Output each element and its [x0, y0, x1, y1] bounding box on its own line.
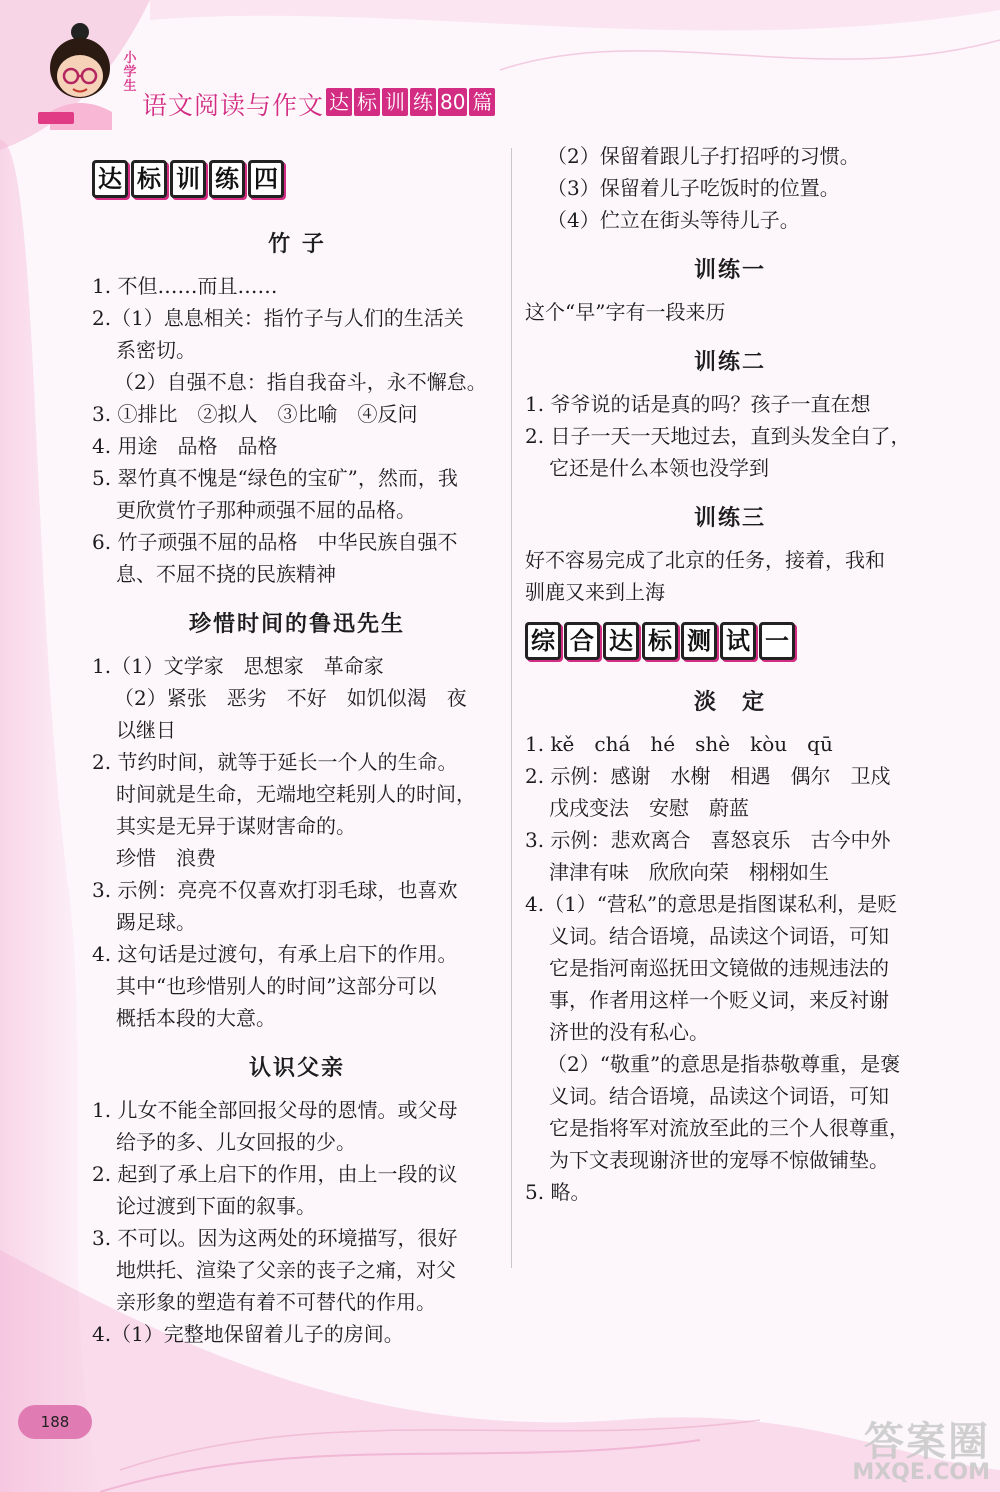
answer-line: 4. 用途 品格 品格	[92, 434, 278, 458]
answer-line: 3. 不可以。因为这两处的环境描写，很好	[92, 1226, 458, 1250]
answer-line: （2）“敬重”的意思是指恭敬尊重，是褒	[547, 1052, 901, 1076]
answer-line: 1. 儿女不能全部回报父母的恩情。或父母	[92, 1098, 458, 1122]
watermark	[852, 1419, 990, 1485]
section-badge-training-4	[92, 160, 502, 198]
answer-line: （2）自强不息：指自我奋斗，永不懈怠。	[114, 370, 487, 394]
answer-line: 2.（1）息息相关：指竹子与人们的生活关	[92, 306, 464, 330]
section-title-training-2: 训练二	[693, 349, 766, 375]
answer-line: 事，作者用这样一个贬义词，来反衬谢	[549, 988, 889, 1012]
answer-line: 地烘托、渲染了父亲的丧子之痛，对父	[116, 1258, 456, 1282]
badge-char: 合	[564, 622, 600, 660]
answer-line: 息、不屈不挠的民族精神	[116, 562, 336, 586]
answer-line: 2. 节约时间，就等于延长一个人的生命。	[92, 750, 458, 774]
page-number: 188	[18, 1405, 92, 1439]
title-box: 标	[354, 88, 380, 116]
title-box: 训	[382, 88, 408, 116]
answer-line: 给予的多、儿女回报的少。	[116, 1130, 356, 1154]
page-header	[0, 0, 1000, 150]
answer-line: 1. 不但……而且……	[92, 274, 278, 298]
answer-line: 好不容易完成了北京的任务，接着，我和	[525, 548, 885, 572]
watermark-url: MXQE.COM	[852, 1460, 990, 1485]
answer-line: 亲形象的塑造有着不可替代的作用。	[116, 1290, 436, 1314]
answer-line: 2. 起到了承上启下的作用，由上一段的议	[92, 1162, 458, 1186]
left-column	[92, 140, 502, 1350]
badge-char: 达	[92, 160, 128, 198]
badge-char: 综	[525, 622, 561, 660]
answer-line: 2. 示例：感谢 水榭 相遇 偶尔 卫戍	[525, 764, 891, 788]
answer-line: 5. 略。	[525, 1180, 591, 1204]
badge-char: 四	[248, 160, 284, 198]
badge-char: 训	[170, 160, 206, 198]
answer-line: 驯鹿又来到上海	[525, 580, 665, 604]
answer-line: 戊戌变法 安慰 蔚蓝	[549, 796, 749, 820]
section-title-dan-ding: 淡 定	[693, 689, 766, 715]
answer-line: 珍惜 浪费	[116, 846, 216, 870]
answer-line: 踢足球。	[116, 910, 196, 934]
series-small-label: 小学生	[123, 51, 137, 94]
section-title-bamboo: 竹 子	[268, 231, 326, 257]
answer-line: 3. ①排比 ②拟人 ③比喻 ④反问	[92, 402, 418, 426]
answer-line: 5. 翠竹真不愧是“绿色的宝矿”，然而，我	[92, 466, 458, 490]
answer-line: 3. 示例：悲欢离合 喜怒哀乐 古今中外	[525, 828, 891, 852]
answer-line: 4. 这句话是过渡句，有承上启下的作用。	[92, 942, 458, 966]
badge-char: 练	[209, 160, 245, 198]
answer-line: 更欣赏竹子那种顽强不屈的品格。	[116, 498, 416, 522]
answer-line: 1. 爷爷说的话是真的吗？孩子一直在想	[525, 392, 871, 416]
answer-line: （2）保留着跟儿子打招呼的习惯。	[547, 144, 860, 168]
answer-line: 济世的没有私心。	[549, 1020, 709, 1044]
section-title-father: 认识父亲	[248, 1055, 345, 1081]
answer-line: 3. 示例：亮亮不仅喜欢打羽毛球，也喜欢	[92, 878, 458, 902]
answer-line: 义词。结合语境，品读这个词语，可知	[549, 924, 889, 948]
badge-char: 测	[681, 622, 717, 660]
answer-line: 1.（1）文学家 思想家 革命家	[92, 654, 384, 678]
answer-line: 4.（1）完整地保留着儿子的房间。	[92, 1322, 404, 1346]
title-box: 篇	[469, 88, 495, 116]
answer-line: 4.（1）“营私”的意思是指图谋私利，是贬	[525, 892, 898, 916]
answer-line: （2）紧张 恶劣 不好 如饥似渴 夜	[114, 686, 467, 710]
answer-line: 这个“早”字有一段来历	[525, 300, 726, 324]
title-box: 80	[440, 90, 466, 114]
answer-line: 它还是什么本领也没学到	[549, 456, 769, 480]
badge-char: 达	[603, 622, 639, 660]
answer-line: （4）伫立在街头等待儿子。	[547, 208, 800, 232]
title-box: 练	[410, 88, 436, 116]
badge-char: 标	[131, 160, 167, 198]
answer-line: 概括本段的大意。	[116, 1006, 276, 1030]
answer-line: 时间就是生命，无端地空耗别人的时间，	[116, 782, 476, 806]
badge-char: 标	[642, 622, 678, 660]
section-title-training-3: 训练三	[693, 505, 766, 531]
answer-line: 6. 竹子顽强不屈的品格 中华民族自强不	[92, 530, 458, 554]
badge-char: 试	[720, 622, 756, 660]
answer-line: 2. 日子一天一天地过去，直到头发全白了，	[525, 424, 911, 448]
answer-line: （3）保留着儿子吃饭时的位置。	[547, 176, 840, 200]
answer-line: 1. kě chá hé shè kòu qū	[525, 732, 833, 756]
section-title-luxun: 珍惜时间的鲁迅先生	[188, 611, 405, 637]
answer-line: 为下文表现谢济世的宠辱不惊做铺垫。	[549, 1148, 889, 1172]
answer-line: 系密切。	[116, 338, 196, 362]
answer-line: 它是指河南巡抚田文镜做的违规违法的	[549, 956, 889, 980]
answer-line: 其中“也珍惜别人的时间”这部分可以	[116, 974, 437, 998]
answer-line: 它是指将军对流放至此的三个人很尊重，	[549, 1116, 909, 1140]
badge-char: 一	[759, 622, 795, 660]
section-badge-comprehensive-test-1	[525, 622, 935, 660]
answer-line: 义词。结合语境，品读这个词语，可知	[549, 1084, 889, 1108]
title-box: 达	[326, 88, 352, 116]
right-column	[525, 140, 935, 1208]
answer-line: 论过渡到下面的叙事。	[116, 1194, 316, 1218]
answer-line: 其实是无异于谋财害命的。	[116, 814, 356, 838]
column-divider	[511, 148, 512, 1268]
answer-line: 以继日	[116, 718, 176, 742]
answer-line: 津津有味 欣欣向荣 栩栩如生	[549, 860, 829, 884]
watermark-text: 答案圈	[864, 1419, 990, 1465]
book-title: 语文阅读与作文	[142, 91, 325, 120]
book-title-boxes	[326, 88, 495, 116]
section-title-training-1: 训练一	[693, 257, 766, 283]
